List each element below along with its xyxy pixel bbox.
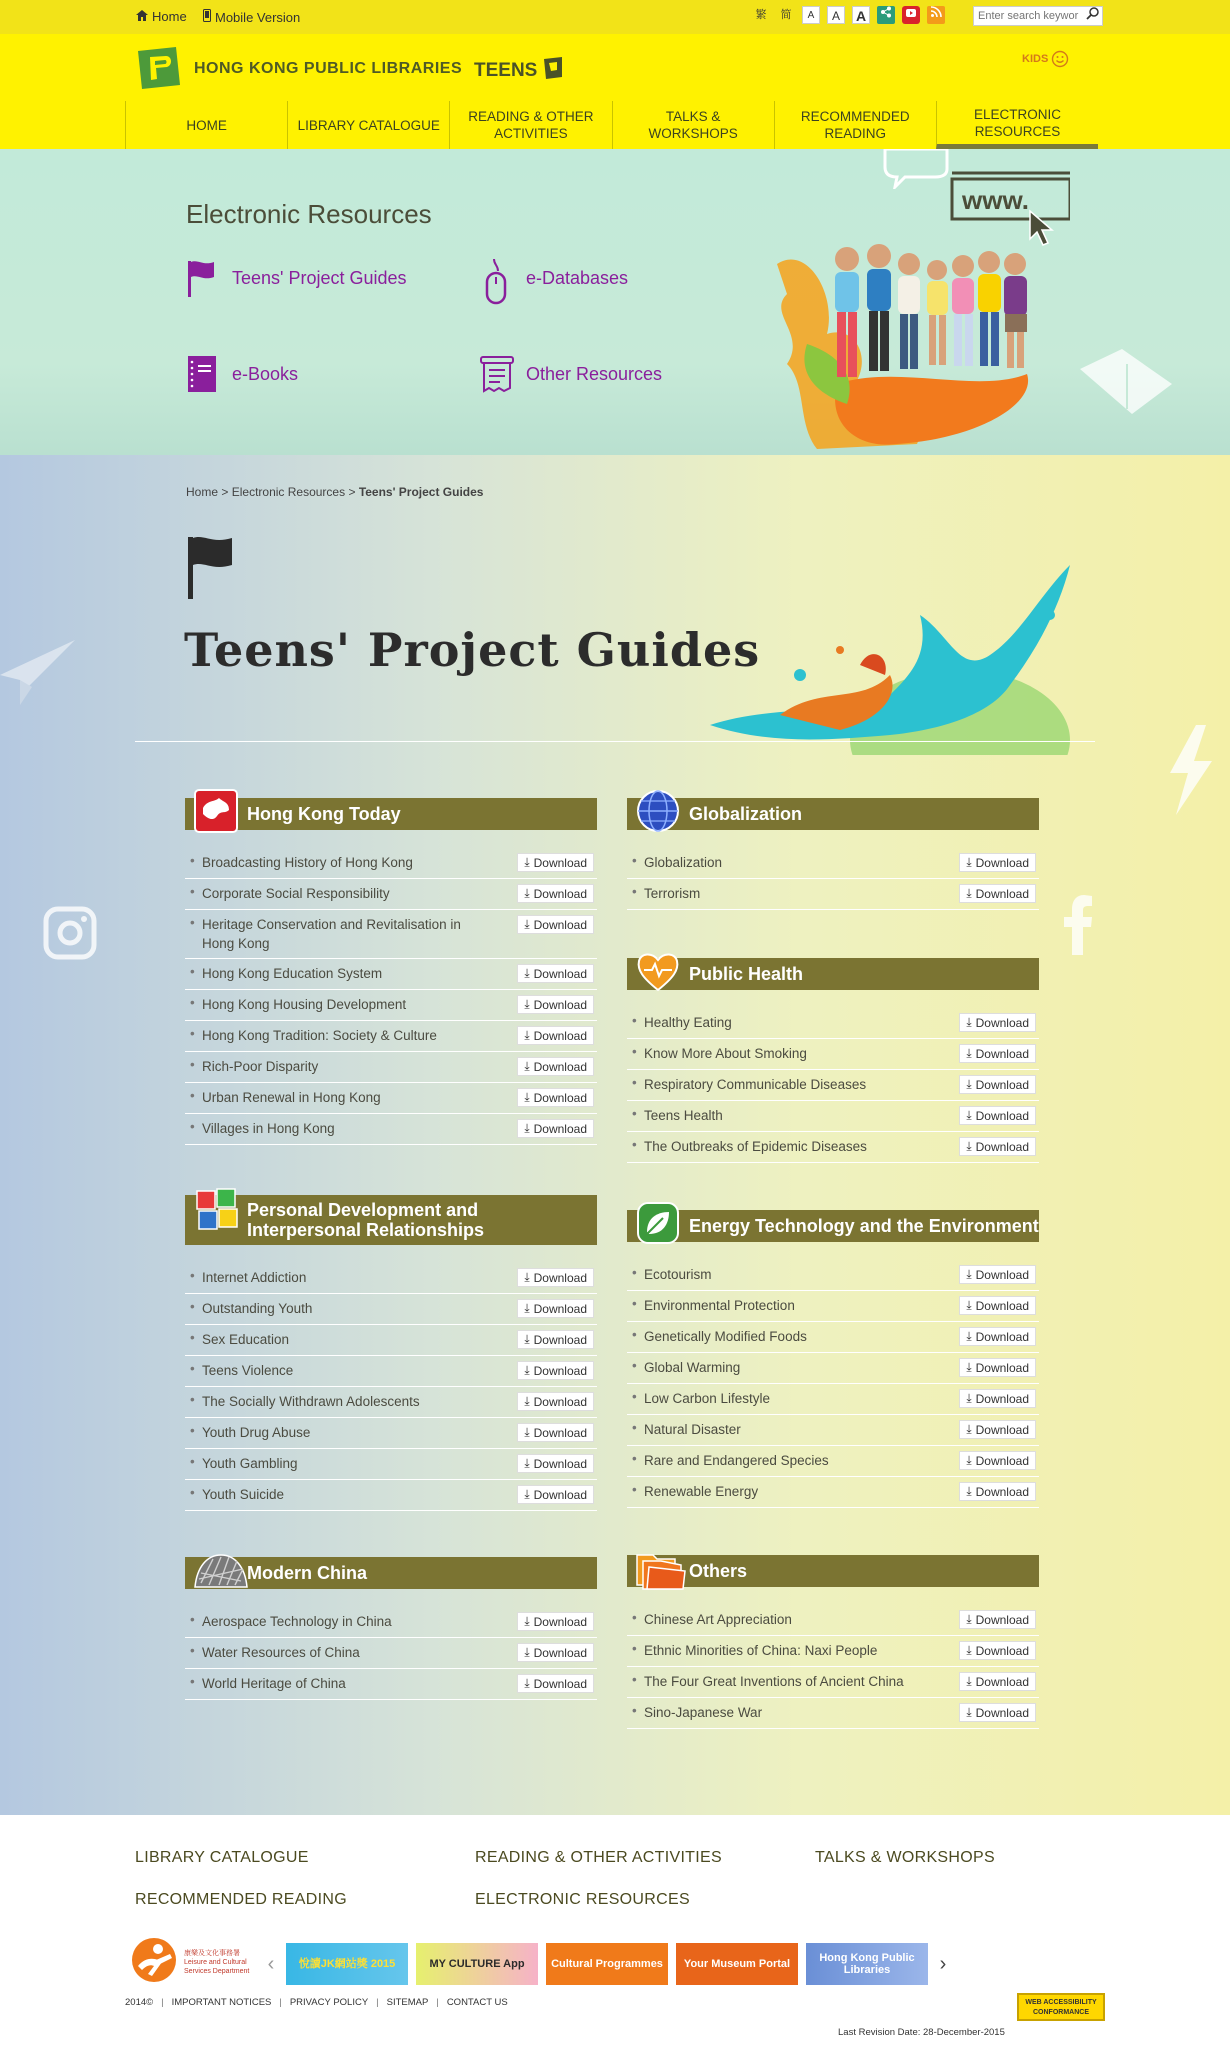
- section-others: [627, 1555, 1039, 1729]
- teens-logo-icon: [541, 56, 565, 86]
- nav-electronic-resources[interactable]: ELECTRONIC RESOURCES: [936, 101, 1098, 149]
- carousel-item-cultural-programmes[interactable]: Cultural Programmes: [546, 1943, 668, 1985]
- section-header: Energy Technology and the Environment: [627, 1210, 1039, 1242]
- download-button[interactable]: ⤓ Download: [517, 915, 594, 934]
- last-revision-date: Last Revision Date: 28-December-2015: [838, 2027, 1005, 2038]
- section-hong-kong-today: [185, 798, 597, 1145]
- download-icon: ⤓: [966, 1329, 972, 1343]
- banner-link-ebooks[interactable]: e-Books: [186, 355, 298, 393]
- download-button[interactable]: ⤓ Download: [517, 1299, 594, 1318]
- download-icon: ⤓: [524, 886, 530, 900]
- contact-us-link[interactable]: CONTACT US: [446, 1997, 508, 2008]
- list-item: • Terrorism ⤓ Download: [627, 879, 1039, 910]
- download-button[interactable]: ⤓ Download: [517, 1268, 594, 1287]
- nav-talks-workshops[interactable]: TALKS & WORKSHOPS: [612, 101, 774, 149]
- download-button[interactable]: ⤓ Download: [517, 1088, 594, 1107]
- download-button[interactable]: ⤓ Download: [517, 1330, 594, 1349]
- list-item: • Corporate Social Responsibility ⤓ Download: [185, 879, 597, 910]
- download-icon: ⤓: [966, 1015, 972, 1029]
- list-item: • Globalization ⤓ Download: [627, 848, 1039, 879]
- list-item: • Renewable Energy ⤓ Download: [627, 1477, 1039, 1508]
- carousel-item-my-culture[interactable]: MY CULTURE App: [416, 1943, 538, 1985]
- footer-link-library-catalogue[interactable]: LIBRARY CATALOGUE: [135, 1849, 309, 1866]
- breadcrumb-electronic-resources[interactable]: Electronic Resources: [231, 485, 346, 499]
- download-button[interactable]: ⤓ Download: [517, 1026, 594, 1045]
- list-item: • Urban Renewal in Hong Kong ⤓ Download: [185, 1083, 597, 1114]
- section-header: Modern China: [185, 1557, 597, 1589]
- list-item: • Know More About Smoking ⤓ Download: [627, 1039, 1039, 1070]
- download-button[interactable]: ⤓ Download: [959, 884, 1036, 903]
- download-button[interactable]: ⤓ Download: [959, 1265, 1036, 1284]
- hong-kong-map-icon: [193, 788, 239, 834]
- hkpl-logo-icon[interactable]: [136, 45, 182, 91]
- footer-link-recommended-reading[interactable]: RECOMMENDED READING: [135, 1891, 347, 1908]
- lightning-icon: [1166, 725, 1216, 820]
- flag-icon: [186, 535, 236, 599]
- download-button[interactable]: ⤓ Download: [959, 1610, 1036, 1629]
- puzzle-icon: [193, 1185, 239, 1231]
- download-button[interactable]: ⤓ Download: [959, 1044, 1036, 1063]
- section-modern-china: [185, 1557, 597, 1700]
- download-button[interactable]: ⤓ Download: [959, 1075, 1036, 1094]
- download-button[interactable]: ⤓ Download: [959, 1013, 1036, 1032]
- section-personal-development: [185, 1195, 597, 1511]
- download-icon: ⤓: [966, 1391, 972, 1405]
- list-item: • Ecotourism ⤓ Download: [627, 1260, 1039, 1291]
- carousel-item-jk-award[interactable]: 悅讀JK網站獎 2015: [286, 1943, 408, 1985]
- download-icon: ⤓: [524, 1090, 530, 1104]
- partner-carousel: [264, 1943, 950, 1985]
- download-icon: ⤓: [524, 1059, 530, 1073]
- download-icon: ⤓: [966, 1705, 972, 1719]
- download-button[interactable]: ⤓ Download: [517, 1392, 594, 1411]
- download-button[interactable]: ⤓ Download: [517, 1423, 594, 1442]
- divider: [135, 741, 1095, 742]
- list-item: • Healthy Eating ⤓ Download: [627, 1008, 1039, 1039]
- download-button[interactable]: ⤓ Download: [959, 1482, 1036, 1501]
- download-icon: ⤓: [524, 966, 530, 980]
- download-icon: ⤓: [966, 855, 972, 869]
- nav-home[interactable]: HOME: [125, 101, 287, 149]
- list-item: • Low Carbon Lifestyle ⤓ Download: [627, 1384, 1039, 1415]
- download-icon: ⤓: [966, 1108, 972, 1122]
- hkpl-logo-text[interactable]: HONG KONG PUBLIC LIBRARIES: [194, 60, 463, 77]
- download-button[interactable]: ⤓ Download: [959, 1137, 1036, 1156]
- download-button[interactable]: ⤓ Download: [517, 1119, 594, 1138]
- download-button[interactable]: ⤓ Download: [517, 995, 594, 1014]
- paper-plane-icon: [0, 635, 80, 720]
- important-notices-link[interactable]: IMPORTANT NOTICES: [171, 1997, 272, 2008]
- download-button[interactable]: ⤓ Download: [959, 1296, 1036, 1315]
- download-button[interactable]: ⤓ Download: [517, 1361, 594, 1380]
- main-nav: [125, 101, 1098, 149]
- list-item: • Sino-Japanese War ⤓ Download: [627, 1698, 1039, 1729]
- download-icon: ⤓: [524, 1363, 530, 1377]
- section-header: Globalization: [627, 798, 1039, 830]
- topic-list: [627, 1605, 1039, 1729]
- font-large-button[interactable]: A: [852, 6, 870, 24]
- mouse-icon: [480, 259, 512, 297]
- topic-list: [627, 1008, 1039, 1163]
- download-button[interactable]: ⤓ Download: [517, 1612, 594, 1631]
- section-globalization: [627, 798, 1039, 910]
- list-item: • Chinese Art Appreciation ⤓ Download: [627, 1605, 1039, 1636]
- download-icon: ⤓: [524, 1121, 530, 1135]
- download-button[interactable]: ⤓ Download: [517, 1057, 594, 1076]
- download-icon: ⤓: [524, 997, 530, 1011]
- download-button[interactable]: ⤓ Download: [517, 1485, 594, 1504]
- download-icon: ⤓: [524, 917, 530, 931]
- download-icon: ⤓: [524, 1028, 530, 1042]
- list-item: • Heritage Conservation and Revitalisation in Hong Kong ⤓ Download: [185, 910, 597, 959]
- banner-link-other-resources[interactable]: Other Resources: [480, 355, 662, 393]
- list-item: • Respiratory Communicable Diseases ⤓ Download: [627, 1070, 1039, 1101]
- download-icon: ⤓: [524, 1645, 530, 1659]
- download-icon: ⤓: [524, 1676, 530, 1690]
- download-icon: ⤓: [524, 1270, 530, 1284]
- flag-icon: [186, 259, 218, 297]
- utility-bar: [0, 0, 1230, 34]
- carousel-item-museum-portal[interactable]: Your Museum Portal: [676, 1943, 798, 1985]
- copyright: 2014©: [125, 1997, 154, 2008]
- lcsd-logo[interactable]: 康樂及文化事務署 Leisure and Cultural Services Department: [130, 1935, 255, 1989]
- receipt-icon: [480, 355, 512, 393]
- facebook-icon: [1064, 895, 1094, 960]
- list-item: • Genetically Modified Foods ⤓ Download: [627, 1322, 1039, 1353]
- banner-title: Electronic Resources: [186, 199, 432, 229]
- list-item: • Hong Kong Housing Development ⤓ Download: [185, 990, 597, 1021]
- list-item: • Hong Kong Education System ⤓ Download: [185, 959, 597, 990]
- rss-icon[interactable]: [927, 6, 945, 24]
- list-item: • Environmental Protection ⤓ Download: [627, 1291, 1039, 1322]
- download-icon: ⤓: [966, 1077, 972, 1091]
- list-item: • Youth Suicide ⤓ Download: [185, 1480, 597, 1511]
- footer-link-reading-activities[interactable]: READING & OTHER ACTIVITIES: [475, 1849, 722, 1866]
- birds-nest-stadium-icon: [193, 1547, 239, 1593]
- download-button[interactable]: ⤓ Download: [959, 1672, 1036, 1691]
- toolbar: [752, 6, 945, 24]
- www-text: www.: [962, 185, 1029, 215]
- breadcrumb-home[interactable]: Home: [186, 485, 219, 499]
- list-item: • The Four Great Inventions of Ancient China ⤓ Download: [627, 1667, 1039, 1698]
- section-header: Hong Kong Today: [185, 798, 597, 830]
- footer-link-electronic-resources[interactable]: ELECTRONIC RESOURCES: [475, 1891, 690, 1908]
- legal-links: 2014© | IMPORTANT NOTICES | PRIVACY POLICY | SITEMAP | CONTACT US: [125, 1997, 508, 2008]
- mobile-version-link[interactable]: Mobile Version: [203, 9, 300, 25]
- section-energy-technology: [627, 1210, 1039, 1508]
- list-item: • Outstanding Youth ⤓ Download: [185, 1294, 597, 1325]
- download-button[interactable]: ⤓ Download: [959, 1106, 1036, 1125]
- nav-library-catalogue[interactable]: LIBRARY CATALOGUE: [287, 101, 449, 149]
- folders-icon: [635, 1545, 681, 1591]
- download-icon: ⤓: [966, 886, 972, 900]
- download-button[interactable]: ⤓ Download: [959, 1358, 1036, 1377]
- download-icon: ⤓: [966, 1139, 972, 1153]
- list-item: • The Socially Withdrawn Adolescents ⤓ Download: [185, 1387, 597, 1418]
- topic-list: [185, 1607, 597, 1700]
- download-icon: ⤓: [524, 855, 530, 869]
- download-icon: ⤓: [966, 1484, 972, 1498]
- leaf-icon: [635, 1200, 681, 1246]
- download-icon: ⤓: [966, 1612, 972, 1626]
- nav-reading-activities[interactable]: READING & OTHER ACTIVITIES: [449, 101, 611, 149]
- download-icon: ⤓: [524, 1614, 530, 1628]
- download-icon: ⤓: [966, 1422, 972, 1436]
- banner-link-project-guides[interactable]: Teens' Project Guides: [186, 259, 407, 297]
- list-item: • Sex Education ⤓ Download: [185, 1325, 597, 1356]
- list-item: • Teens Health ⤓ Download: [627, 1101, 1039, 1132]
- list-item: • Natural Disaster ⤓ Download: [627, 1415, 1039, 1446]
- banner: [0, 149, 1230, 455]
- sitemap-link[interactable]: SITEMAP: [386, 1997, 429, 2008]
- carousel-item-hkpl[interactable]: Hong Kong Public Libraries: [806, 1943, 928, 1985]
- globe-icon: [635, 788, 681, 834]
- download-icon: ⤓: [524, 1425, 530, 1439]
- topic-list: [627, 1260, 1039, 1508]
- home-link[interactable]: Home: [136, 9, 187, 24]
- web-accessibility-badge[interactable]: WEB ACCESSIBILITY CONFORMANCE: [1017, 1993, 1105, 2021]
- carousel-prev-chevron-left-icon[interactable]: ‹: [267, 1952, 275, 1975]
- open-book-illustration: [1072, 329, 1182, 429]
- list-item: • Ethnic Minorities of China: Naxi People ⤓ Download: [627, 1636, 1039, 1667]
- main-content: [0, 455, 1230, 1815]
- speech-bubble-illustration: [883, 149, 949, 189]
- list-item: • Youth Drug Abuse ⤓ Download: [185, 1418, 597, 1449]
- list-item: • The Outbreaks of Epidemic Diseases ⤓ Download: [627, 1132, 1039, 1163]
- list-item: • Water Resources of China ⤓ Download: [185, 1638, 597, 1669]
- list-item: • Youth Gambling ⤓ Download: [185, 1449, 597, 1480]
- kids-logo[interactable]: KIDS: [1022, 50, 1069, 68]
- breadcrumb: Home > Electronic Resources > Teens' Project Guides: [186, 485, 484, 499]
- banner-link-edatabases[interactable]: e-Databases: [480, 259, 628, 297]
- download-icon: ⤓: [966, 1360, 972, 1374]
- download-icon: ⤓: [966, 1267, 972, 1281]
- download-icon: ⤓: [524, 1487, 530, 1501]
- font-small-button[interactable]: A: [802, 6, 820, 24]
- teens-logo[interactable]: TEENS: [474, 56, 565, 86]
- smiley-icon: [1051, 53, 1069, 65]
- list-item: • Aerospace Technology in China ⤓ Download: [185, 1607, 597, 1638]
- topic-list: [627, 848, 1039, 910]
- list-item: • Hong Kong Tradition: Society & Culture ⤓ Download: [185, 1021, 597, 1052]
- section-header: Personal Development and Interpersonal Relationships: [185, 1195, 597, 1245]
- house-icon: [136, 9, 148, 24]
- nav-recommended-reading[interactable]: RECOMMENDED READING: [774, 101, 936, 149]
- share-icon[interactable]: [877, 6, 895, 24]
- topic-list: [185, 848, 597, 1145]
- search-icon[interactable]: [1086, 7, 1099, 23]
- footer-link-talks-workshops[interactable]: TALKS & WORKSHOPS: [815, 1849, 995, 1866]
- page-title: Teens' Project Guides: [184, 623, 761, 677]
- download-button[interactable]: ⤓ Download: [959, 1703, 1036, 1722]
- phone-icon: [203, 9, 211, 25]
- heart-icon: [635, 948, 681, 994]
- youtube-icon[interactable]: [902, 6, 920, 24]
- download-icon: ⤓: [966, 1674, 972, 1688]
- list-item: • Villages in Hong Kong ⤓ Download: [185, 1114, 597, 1145]
- carousel-next-chevron-right-icon[interactable]: ›: [939, 1952, 947, 1975]
- download-icon: ⤓: [524, 1394, 530, 1408]
- teens-group-illustration: [777, 204, 1077, 449]
- notebook-icon: [186, 355, 218, 393]
- section-header: Others: [627, 1555, 1039, 1587]
- section-public-health: [627, 958, 1039, 1163]
- download-button[interactable]: ⤓ Download: [959, 1641, 1036, 1660]
- download-button[interactable]: ⤓ Download: [517, 853, 594, 872]
- list-item: • World Heritage of China ⤓ Download: [185, 1669, 597, 1700]
- lcsd-logo-icon: [130, 1936, 178, 1989]
- download-icon: ⤓: [966, 1453, 972, 1467]
- list-item: • Broadcasting History of Hong Kong ⤓ Download: [185, 848, 597, 879]
- download-icon: ⤓: [966, 1643, 972, 1657]
- list-item: • Teens Violence ⤓ Download: [185, 1356, 597, 1387]
- section-header: Public Health: [627, 958, 1039, 990]
- download-button[interactable]: ⤓ Download: [517, 1643, 594, 1662]
- download-button[interactable]: ⤓ Download: [959, 1327, 1036, 1346]
- download-button[interactable]: ⤓ Download: [959, 1389, 1036, 1408]
- footer: [0, 1815, 1230, 2046]
- search-input[interactable]: [973, 6, 1103, 26]
- list-item: • Internet Addiction ⤓ Download: [185, 1263, 597, 1294]
- download-icon: ⤓: [966, 1298, 972, 1312]
- download-button[interactable]: ⤓ Download: [517, 1454, 594, 1473]
- download-button[interactable]: ⤓ Download: [959, 1451, 1036, 1470]
- download-button[interactable]: ⤓ Download: [959, 853, 1036, 872]
- download-button[interactable]: ⤓ Download: [959, 1420, 1036, 1439]
- privacy-policy-link[interactable]: PRIVACY POLICY: [289, 1997, 369, 2008]
- font-medium-button[interactable]: A: [827, 6, 845, 24]
- download-button[interactable]: ⤓ Download: [517, 964, 594, 983]
- download-icon: ⤓: [524, 1456, 530, 1470]
- list-item: • Global Warming ⤓ Download: [627, 1353, 1039, 1384]
- simplified-chinese-button[interactable]: 简: [780, 9, 792, 21]
- download-icon: ⤓: [524, 1301, 530, 1315]
- list-item: • Rare and Endangered Species ⤓ Download: [627, 1446, 1039, 1477]
- download-button[interactable]: ⤓ Download: [517, 1674, 594, 1693]
- instagram-icon: [42, 905, 98, 966]
- traditional-chinese-button[interactable]: 繁: [755, 9, 767, 21]
- paint-splash-illustration: [690, 555, 1100, 755]
- list-item: • Rich-Poor Disparity ⤓ Download: [185, 1052, 597, 1083]
- download-button[interactable]: ⤓ Download: [517, 884, 594, 903]
- download-icon: ⤓: [524, 1332, 530, 1346]
- breadcrumb-current: Teens' Project Guides: [358, 485, 484, 499]
- topic-list: [185, 1263, 597, 1511]
- download-icon: ⤓: [966, 1046, 972, 1060]
